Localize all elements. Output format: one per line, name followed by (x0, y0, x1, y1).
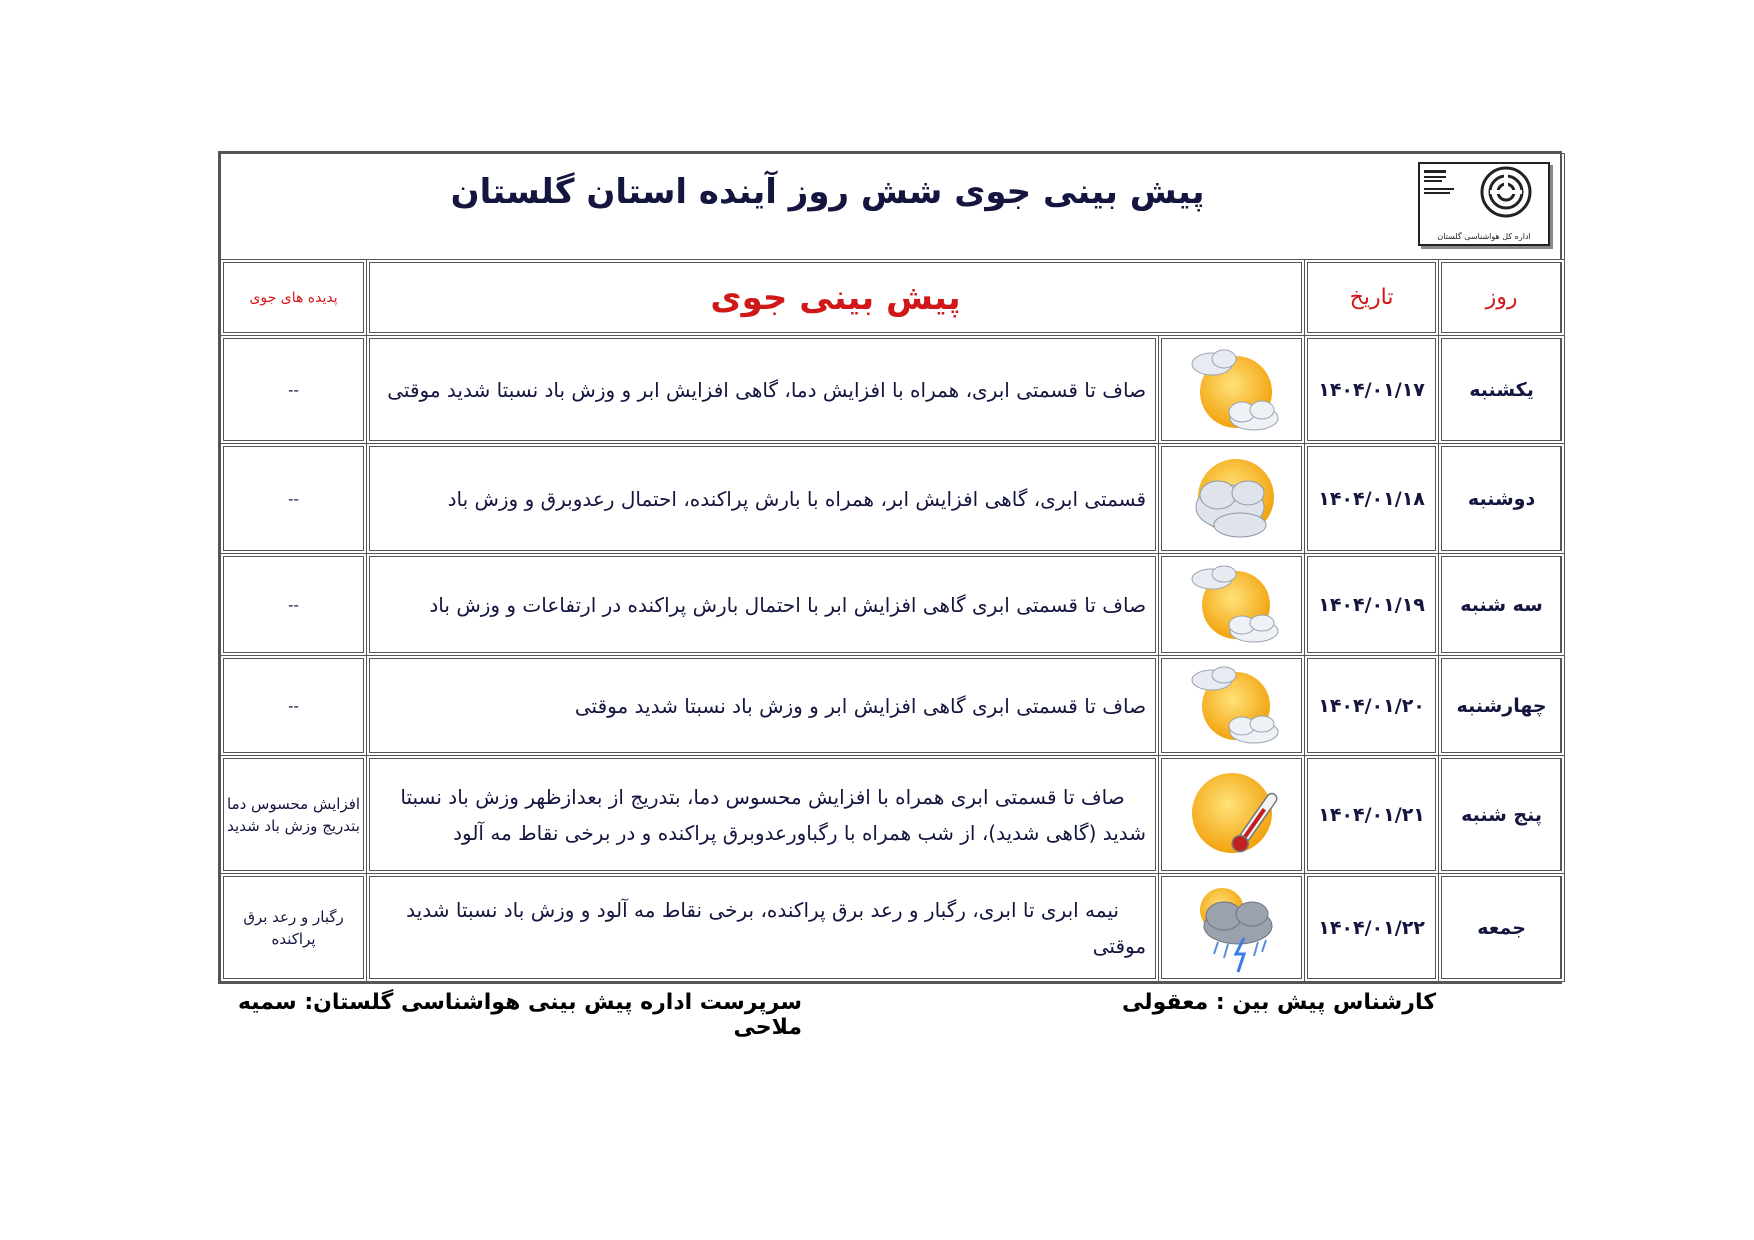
table-row (221, 444, 1565, 554)
supervisor-name: سرپرست اداره پیش بینی هواشناسی گلستان: سمیه ملاحی (237, 990, 802, 1040)
phenomena-cell: -- (221, 336, 367, 444)
date-cell: ۱۴۰۴/۰۱/۲۲ (1305, 874, 1439, 982)
phenomena-cell: -- (221, 656, 367, 756)
table-row (221, 756, 1565, 874)
weather-icon-cell (1159, 444, 1305, 554)
forecast-text: قسمتی ابری، گاهی افزایش ابر، همراه با بارش پراکنده، احتمال رعدوبرق و وزش باد (367, 444, 1159, 554)
header-day: روز (1439, 260, 1565, 336)
phenomena-cell: -- (221, 554, 367, 656)
day-cell: یکشنبه (1439, 336, 1565, 444)
date-cell: ۱۴۰۴/۰۱/۲۱ (1305, 756, 1439, 874)
forecast-text: صاف تا قسمتی ابری گاهی افزایش ابر و وزش باد نسبتا شدید موقتی (367, 656, 1159, 756)
day-cell: دوشنبه (1439, 444, 1565, 554)
partly-cloudy-icon (1182, 660, 1282, 752)
forecast-text: صاف تا قسمتی ابری همراه با افزایش محسوس دما، بتدریج از بعدازظهر وزش باد نسبتا شدید (گاهی شدید)، از شب همراه با رگباورعدوبرق پراکنده و در برخی نقاط مه آلود (367, 756, 1159, 874)
date-cell: ۱۴۰۴/۰۱/۱۸ (1305, 444, 1439, 554)
forecast-text: صاف تا قسمتی ابری گاهی افزایش ابر با احتمال بارش پراکنده در ارتفاعات و وزش باد (367, 554, 1159, 656)
page-title: پیش بینی جوی شش روز آینده استان گلستان (450, 172, 1205, 212)
forecast-sheet (218, 151, 1562, 984)
phenomena-cell: -- (221, 444, 367, 554)
forecast-table (220, 153, 1565, 982)
weather-icon-cell (1159, 554, 1305, 656)
table-row (221, 874, 1565, 982)
partly-cloudy-icon (1182, 342, 1282, 438)
footer (218, 990, 1562, 1040)
weather-icon-cell (1159, 874, 1305, 982)
weather-icon-cell (1159, 336, 1305, 444)
forecaster-name: کارشناس پیش بین : معقولی (1122, 990, 1436, 1015)
header-forecast: پیش بینی جوی (367, 260, 1305, 336)
forecast-text: صاف تا قسمتی ابری، همراه با افزایش دما، گاهی افزایش ابر و وزش باد نسبتا شدید موقتی (367, 336, 1159, 444)
table-row (221, 656, 1565, 756)
day-cell: چهارشنبه (1439, 656, 1565, 756)
date-cell: ۱۴۰۴/۰۱/۱۹ (1305, 554, 1439, 656)
sun-thermometer-icon (1182, 765, 1282, 865)
date-cell: ۱۴۰۴/۰۱/۱۷ (1305, 336, 1439, 444)
phenomena-cell: افزایش محسوس دما بتدریج وزش باد شدید (221, 756, 367, 874)
day-cell: جمعه (1439, 874, 1565, 982)
weather-icon-cell (1159, 656, 1305, 756)
header-date: تاریخ (1305, 260, 1439, 336)
partly-cloudy-icon (1182, 559, 1282, 651)
table-row (221, 554, 1565, 656)
date-cell: ۱۴۰۴/۰۱/۲۰ (1305, 656, 1439, 756)
header-row (221, 260, 1565, 336)
header-phenomena: پدیده های جوی (221, 260, 367, 336)
phenomena-cell: رگبار و رعد برق پراکنده (221, 874, 367, 982)
day-cell: سه شنبه (1439, 554, 1565, 656)
weather-icon-cell (1159, 756, 1305, 874)
table-row (221, 336, 1565, 444)
cloudy-sun-icon (1182, 451, 1282, 547)
title-row (221, 154, 1565, 260)
forecast-text: نیمه ابری تا ابری، رگبار و رعد برق پراکنده، برخی نقاط مه آلود و وزش باد نسبتا شدید موقتی (367, 874, 1159, 982)
day-cell: پنج شنبه (1439, 756, 1565, 874)
thunderstorm-icon (1182, 880, 1282, 976)
logo-caption: اداره کل هواشناسی گلستان (1437, 232, 1531, 241)
